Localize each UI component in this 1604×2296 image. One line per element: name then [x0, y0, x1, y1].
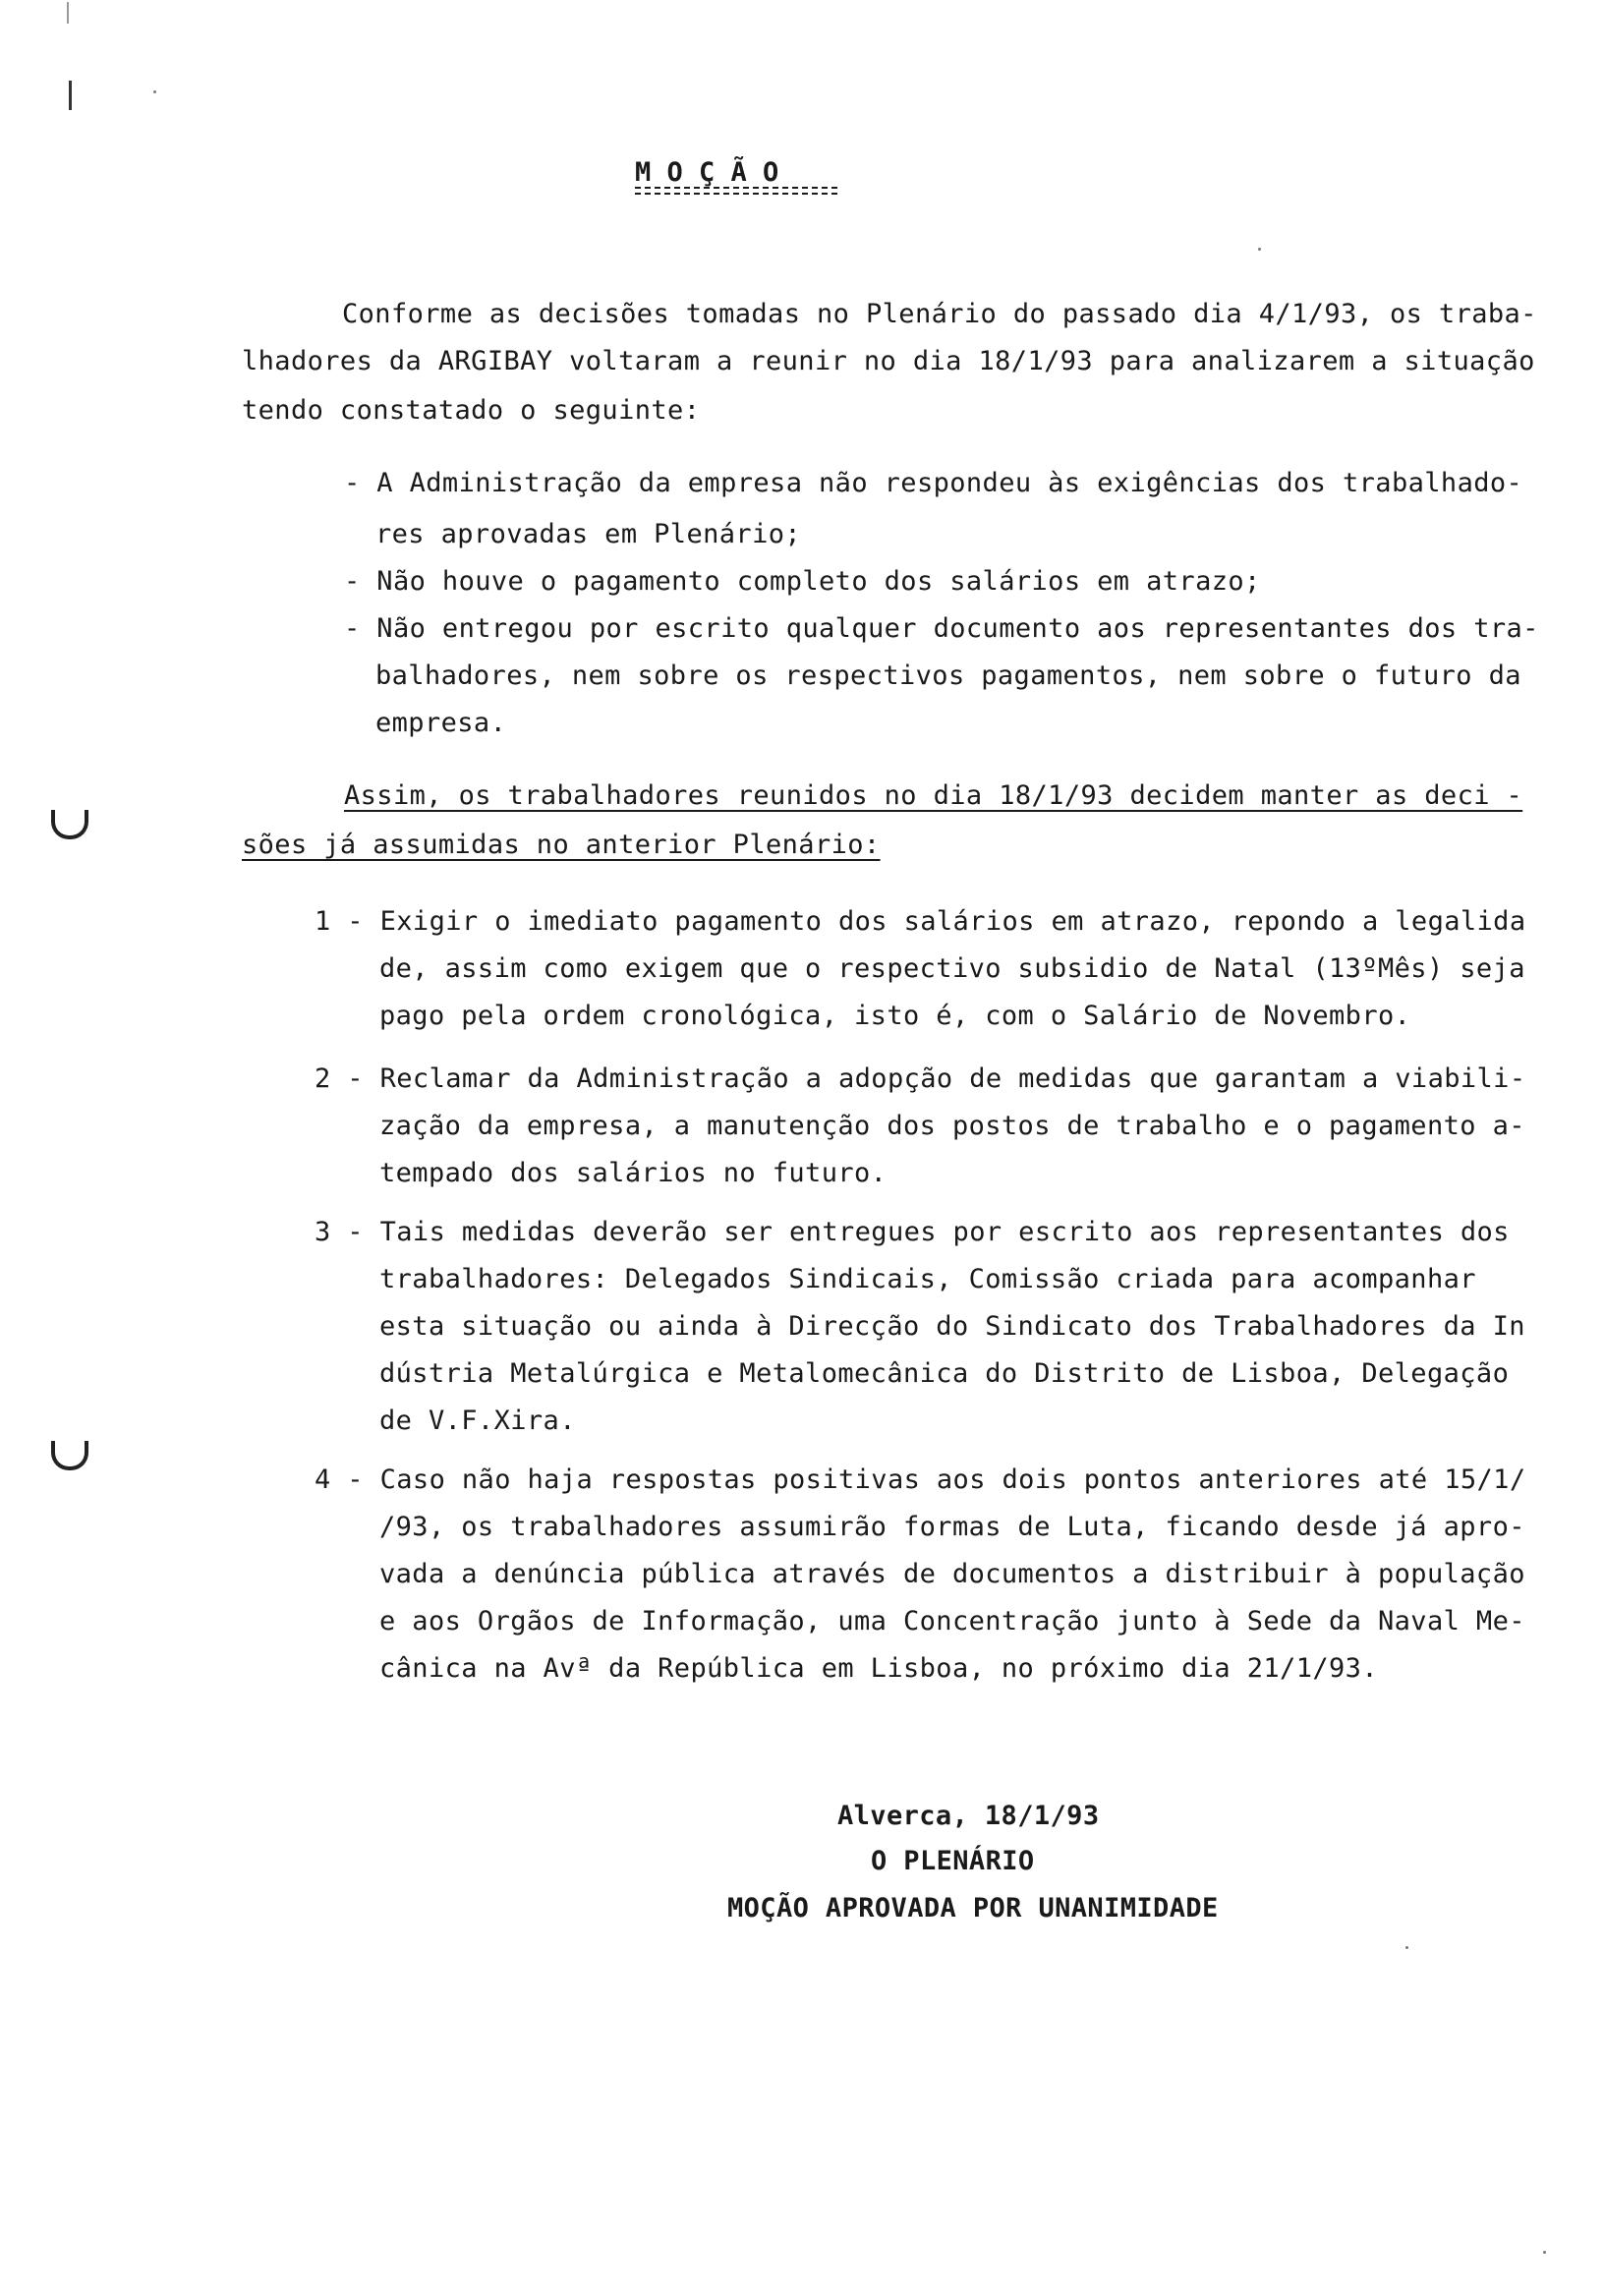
intro-line: Conforme as decisões tomadas no Plenário do passado dia 4/1/93, os traba- — [342, 299, 1537, 329]
point-2-line: tempado dos salários no futuro. — [379, 1158, 888, 1188]
document-title: M O Ç Ã O — [635, 157, 779, 188]
finding-line: - Não houve o pagamento completo dos salários em atrazo; — [344, 566, 1261, 597]
signature-body: O PLENÁRIO — [871, 1846, 1035, 1876]
margin-mark — [67, 2, 69, 24]
approval-note: MOÇÃO APROVADA POR UNANIMIDADE — [727, 1893, 1219, 1923]
punch-hole — [51, 1441, 88, 1470]
decision-line: sões já assumidas no anterior Plenário: — [242, 830, 881, 860]
intro-line: tendo constatado o seguinte: — [242, 395, 701, 426]
point-3-line: trabalhadores: Delegados Sindicais, Comissão criada para acompanhar — [379, 1264, 1476, 1294]
point-1-line: de, assim como exigem que o respectivo subsidio de Natal (13ºMês) seja — [379, 953, 1525, 984]
finding-line: - Não entregou por escrito qualquer documento aos representantes dos tra- — [344, 613, 1539, 644]
point-4-line: 4 - Caso não haja respostas positivas aos dois pontos anteriores até 15/1/ — [315, 1464, 1526, 1495]
finding-line: - A Administração da empresa não respondeu às exigências dos trabalhado- — [344, 468, 1523, 498]
speck — [1405, 1946, 1408, 1949]
finding-line: balhadores, nem sobre os respectivos pagamentos, nem sobre o futuro da — [375, 660, 1521, 691]
finding-line: res aprovadas em Plenário; — [375, 519, 802, 549]
decision-line: Assim, os trabalhadores reunidos no dia 18/1/93 decidem manter as deci - — [344, 780, 1523, 811]
point-4-line: e aos Orgãos de Informação, uma Concentração junto à Sede da Naval Me- — [379, 1606, 1525, 1636]
punch-hole — [51, 810, 88, 839]
point-4-line: cânica na Avª da República em Lisboa, no próximo dia 21/1/93. — [379, 1653, 1378, 1684]
speck — [153, 90, 156, 93]
point-1-line: 1 - Exigir o imediato pagamento dos salários em atrazo, repondo a legalida — [315, 906, 1526, 937]
point-2-line: zação da empresa, a manutenção dos postos de trabalho e o pagamento a- — [379, 1111, 1525, 1141]
intro-line: lhadores da ARGIBAY voltaram a reunir no dia 18/1/93 para analizarem a situação — [242, 346, 1535, 376]
point-3-line: de V.F.Xira. — [379, 1406, 576, 1436]
title-underline — [635, 187, 837, 189]
point-4-line: /93, os trabalhadores assumirão formas de Luta, ficando desde já apro- — [379, 1512, 1525, 1542]
point-3-line: esta situação ou ainda à Direcção do Sindicato dos Trabalhadores da In — [379, 1311, 1525, 1342]
speck — [1258, 248, 1261, 251]
finding-line: empresa. — [375, 708, 507, 738]
point-2-line: 2 - Reclamar da Administração a adopção de medidas que garantam a viabili- — [315, 1063, 1526, 1094]
speck — [1543, 2251, 1546, 2254]
title-underline — [635, 193, 837, 195]
point-3-line: dústria Metalúrgica e Metalomecânica do Distrito de Lisboa, Delegação — [379, 1358, 1510, 1389]
point-3-line: 3 - Tais medidas deverão ser entregues por escrito aos representantes dos — [315, 1217, 1510, 1247]
point-1-line: pago pela ordem cronológica, isto é, com o Salário de Novembro. — [379, 1001, 1411, 1031]
point-4-line: vada a denúncia pública através de documentos a distribuir à população — [379, 1559, 1525, 1589]
margin-mark — [69, 81, 72, 110]
signature-place-date: Alverca, 18/1/93 — [837, 1801, 1100, 1831]
